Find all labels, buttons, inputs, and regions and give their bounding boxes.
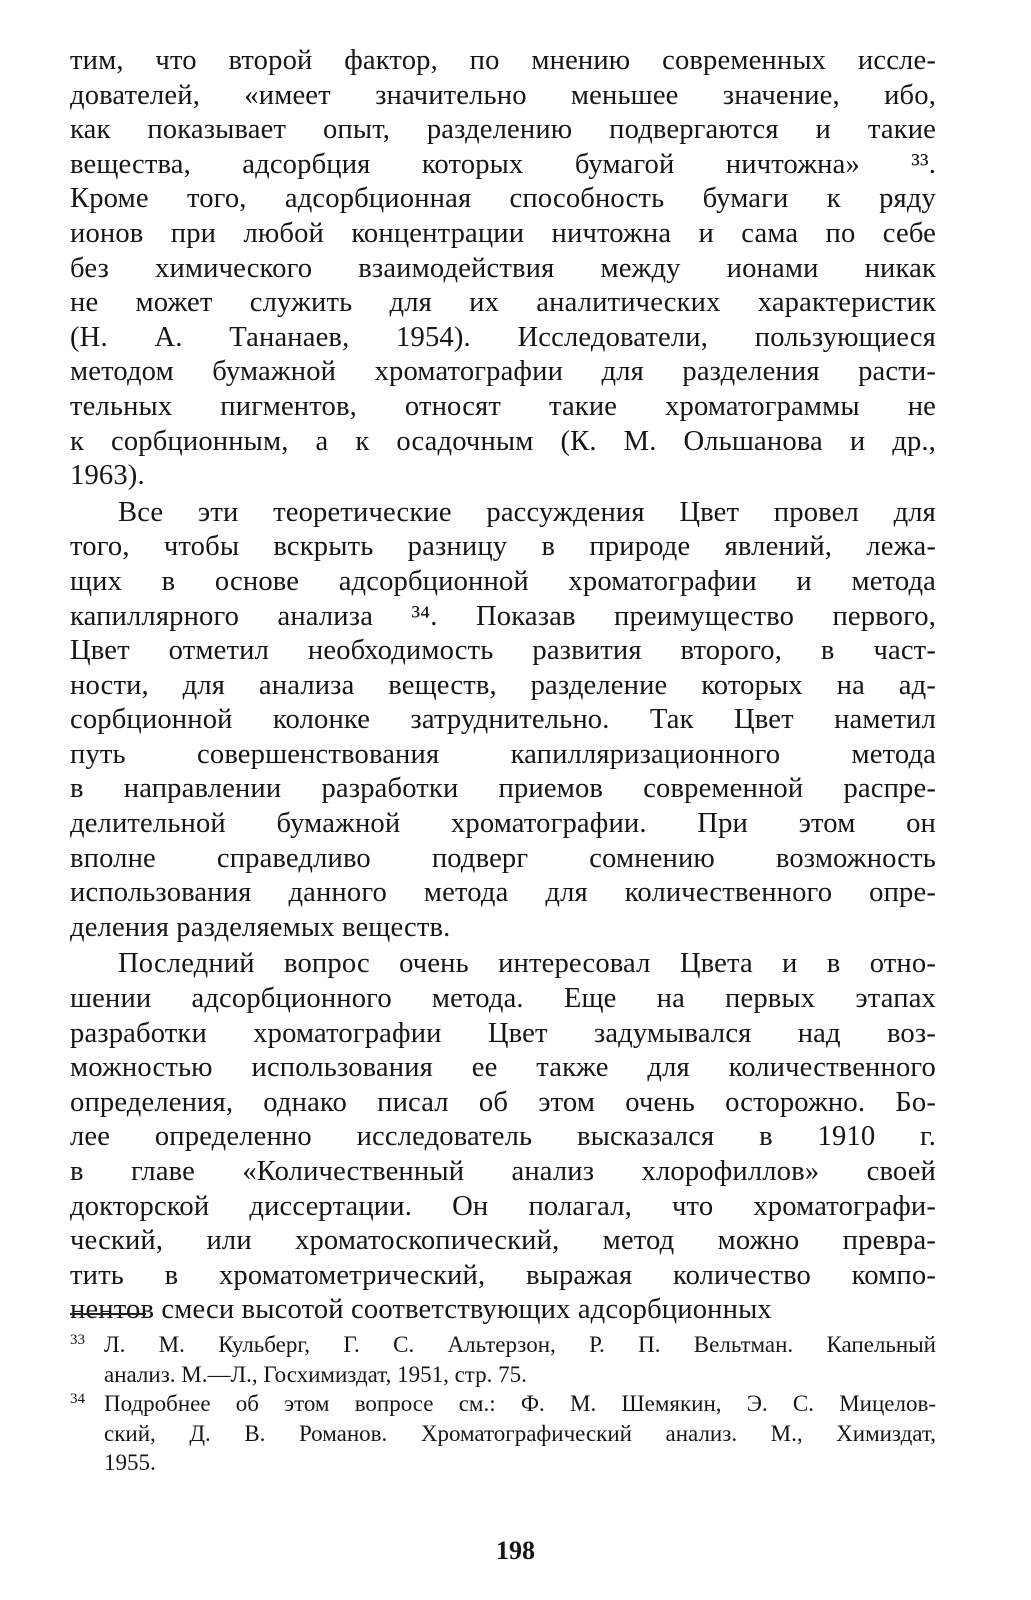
text-line: путь совершенствования капилляризационного метода [70,738,936,770]
text-line: ионов при любой концентрации ничтожна и сама по себе [70,217,936,249]
text-line: не может служить для их аналитических характеристик [70,287,936,319]
footnote-line: Подробнее об этом вопросе см.: Ф. М. Шемякин, Э. С. Мицелов- [104,1391,936,1416]
footnote-34 [70,1389,936,1478]
text-line: 1963). [70,460,145,492]
paragraph-3 [70,947,936,1328]
text-line: разработки хроматографии Цвет задумывался над воз- [70,1017,936,1049]
text-line: вещества, адсорбция которых бумагой ничтожна» ³³. [70,148,936,180]
text-line: Цвет отметил необходимость развития второго, в част- [70,635,936,667]
text-line: ческий, или хроматоскопический, метод можно превра- [70,1225,936,1257]
paragraph-1 [70,44,936,494]
text-line: сорбционной колонке затруднительно. Так Цвет наметил [70,704,936,736]
text-line: определения, однако писал об этом очень осторожно. Бо- [70,1086,936,1118]
text-line: щих в основе адсорбционной хроматографии и метода [70,565,936,597]
text-line: вполне справедливо подверг сомнению возможность [70,842,936,874]
text-line: нентов смеси высотой соответствующих адсорбционных [70,1294,772,1326]
text-line: к сорбционным, а к осадочным (К. М. Ольшанова и др., [70,425,936,457]
text-line: дователей, «имеет значительно меньшее значение, ибо, [70,79,936,111]
text-line: в главе «Количественный анализ хлорофиллов» своей [70,1156,936,1187]
text-line: Кроме того, адсорбционная способность бумаги к ряду [70,183,936,215]
text-line: лее определенно исследователь высказался в 1910 г. [70,1121,936,1153]
text-line: как показывает опыт, разделению подвергаются и такие [70,114,936,146]
text-line: капиллярного анализа ³⁴. Показав преимущество первого, [70,600,936,632]
text-line: тим, что второй фактор, по мнению современных иссле- [70,45,936,76]
text-line: того, чтобы вскрыть разницу в природе явлений, лежа- [70,531,936,563]
text-line: в направлении разработки приемов современной распре- [70,773,936,805]
footnote-separator [70,1313,146,1315]
text-line: Последний вопрос очень интересовал Цвета и в отно- [118,948,936,980]
footnote-line: ский, Д. В. Романов. Хроматографический анализ. М., Химиздат, [104,1420,936,1446]
text-line: Все эти теоретические рассуждения Цвет провел для [118,496,936,528]
text-line: деления разделяемых веществ. [70,911,451,943]
text-line: шении адсорбционного метода. Еще на первых этапах [70,983,936,1015]
footnote-mark: 33 [70,1332,85,1348]
text-line: использования данного метода для количественного опре- [70,877,936,909]
text-line: методом бумажной хроматографии для разделения расти- [70,356,936,388]
footnote-line: анализ. М.—Л., Госхимиздат, 1951, стр. 75. [104,1361,527,1387]
paragraph-2 [70,496,936,946]
text-line: без химического взаимодействия между ионами никак [70,252,936,284]
footnotes [70,1330,936,1478]
text-line: тить в хроматометрический, выражая количество компо- [70,1259,936,1291]
text-line: тельных пигментов, относят такие хроматограммы не [70,390,936,422]
text-line: (Н. А. Тананаев, 1954). Исследователи, пользующиеся [70,321,936,353]
text-line: ности, для анализа веществ, разделение которых на ад- [70,669,936,701]
body-text [70,44,936,1328]
footnote-mark: 34 [70,1391,85,1407]
text-line: можностью использования ее также для количественного [70,1052,936,1084]
footnote-line: Л. М. Кульберг, Г. С. Альтерзон, Р. П. Вельтман. Капельный [104,1332,936,1357]
footnote-33 [70,1330,936,1389]
text-line: докторской диссертации. Он полагал, что хроматографи- [70,1190,936,1222]
text-line: делительной бумажной хроматографии. При этом он [70,808,936,840]
page-number: 198 [496,1536,535,1565]
footnote-line: 1955. [104,1450,156,1475]
